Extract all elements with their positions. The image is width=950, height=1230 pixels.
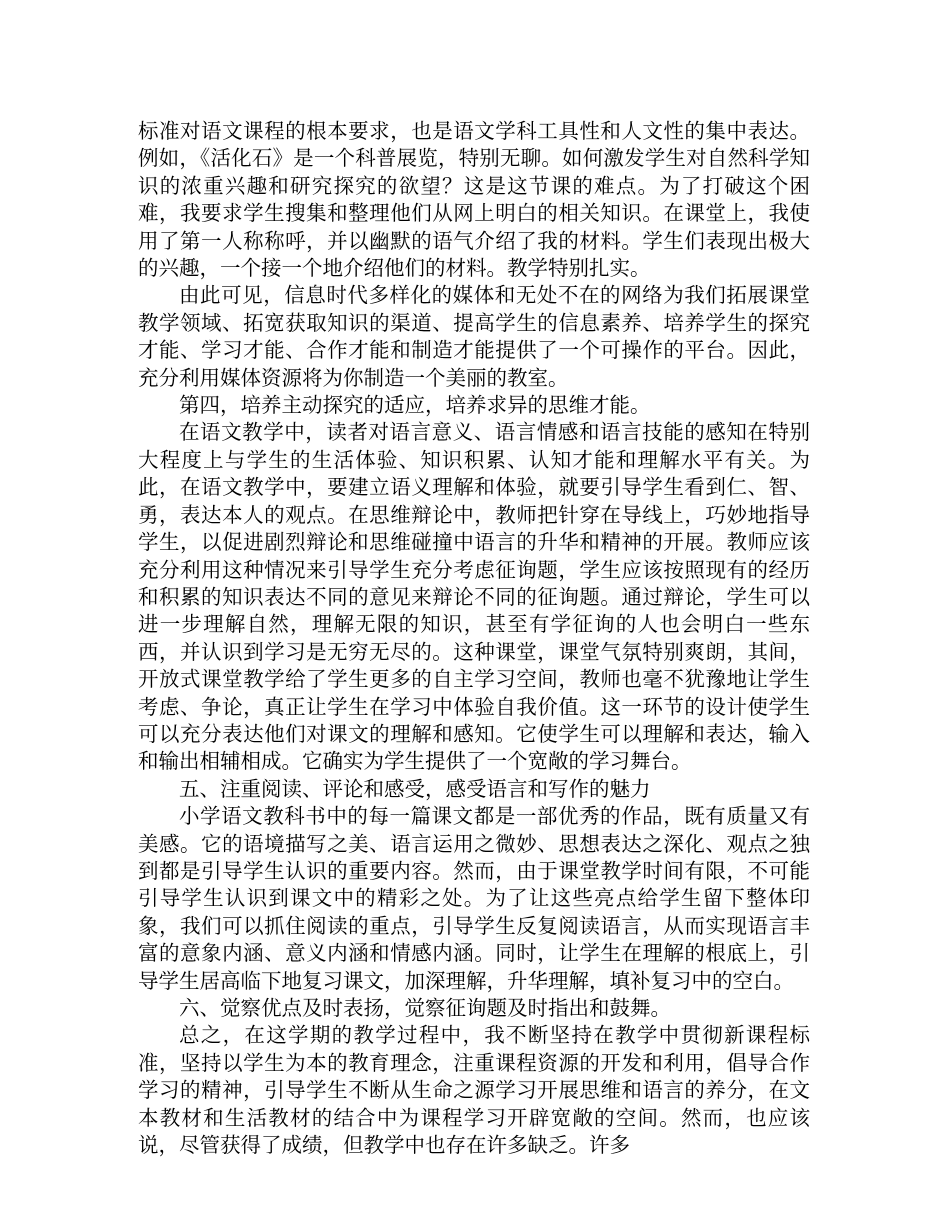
paragraph-2: 由此可见，信息时代多样化的媒体和无处不在的网络为我们拓展课堂教学领域、拓宽获取知识的渠道、提高学生的信息素养、培养学生的探究才能、学习才能、合作才能和制造才能提供了一个可操作的平台。因此，充分利用媒体资源将为你制造一个美丽的教室。 [138, 283, 810, 390]
document-body [138, 118, 810, 1159]
paragraph-6: 小学语文教科书中的每一篇课文都是一部优秀的作品，既有质量又有美感。它的语境描写之美、语言运用之微妙、思想表达之深化、观点之独到都是引导学生认识的重要内容。然而，由于课堂教学时间有限，不可能引导学生认识到课文中的精彩之处。为了让这些亮点给学生留下整体印象，我们可以抓住阅读的重点，引导学生反复阅读语言，从而实现语言丰富的意象内涵、意义内涵和情感内涵。同时，让学生在理解的根底上，引导学生居高临下地复习课文，加深理解，升华理解，填补复习中的空白。 [138, 804, 810, 993]
section-heading-6: 六、觉察优点及时表扬，觉察征询题及时指出和鼓舞。 [179, 996, 671, 1020]
paragraph-4: 在语文教学中，读者对语言意义、语言情感和语言技能的感知在特别大程度上与学生的生活体验、知识积累、认知才能和理解水平有关。为此，在语文教学中，要建立语义理解和体验，就要引导学生看到仁、智、勇，表达本人的观点。在思维辩论中，教师把针穿在导线上，巧妙地指导学生，以促进剧烈辩论和思维碰撞中语言的升华和精神的开展。教师应该充分利用这种情况来引导学生充分考虑征询题，学生应该按照现有的经历和积累的知识表达不同的意见来辩论不同的征询题。通过辩论，学生可以进一步理解自然，理解无限的知识，甚至有学征询的人也会明白一些东西，并认识到学习是无穷无尽的。这种课堂，课堂气氛特别爽朗，其间，开放式课堂教学给了学生更多的自主学习空间，教师也毫不犹豫地让学生考虑、争论，真正让学生在学习中体验自我价值。这一环节的设计使学生可以充分表达他们对课文的理解和感知。它使学生可以理解和表达，输入和输出相辅相成。它确实为学生提供了一个宽敞的学习舞台。 [138, 420, 810, 774]
paragraph-8: 总之，在这学期的教学过程中，我不断坚持在教学中贯彻新课程标准，坚持以学生为本的教育理念，注重课程资源的开发和利用，倡导合作学习的精神，引导学生不断从生命之源学习开展思维和语言的养分，在文本教材和生活教材的结合中为课程学习开辟宽敞的空间。然而，也应该说，尽管获得了成绩，但教学中也存在许多缺乏。许多 [138, 1023, 810, 1158]
section-heading-5: 五、注重阅读、评论和感受，感受语言和写作的魅力 [179, 776, 651, 801]
paragraph-1: 标准对语文课程的根本要求，也是语文学科工具性和人文性的集中表达。例如，《活化石》是一个科普展览，特别无聊。如何激发学生对自然科学知识的浓重兴趣和研究探究的欲望？这是这节课的难点。为了打破这个困难，我要求学生搜集和整理他们从网上明白的相关知识。在课堂上，我使用了第一人称称呼，并以幽默的语气介绍了我的材料。学生们表现出极大的兴趣，一个接一个地介绍他们的材料。教学特别扎实。 [138, 119, 810, 281]
paragraph-3: 第四，培养主动探究的适应，培养求异的思维才能。 [179, 393, 651, 418]
